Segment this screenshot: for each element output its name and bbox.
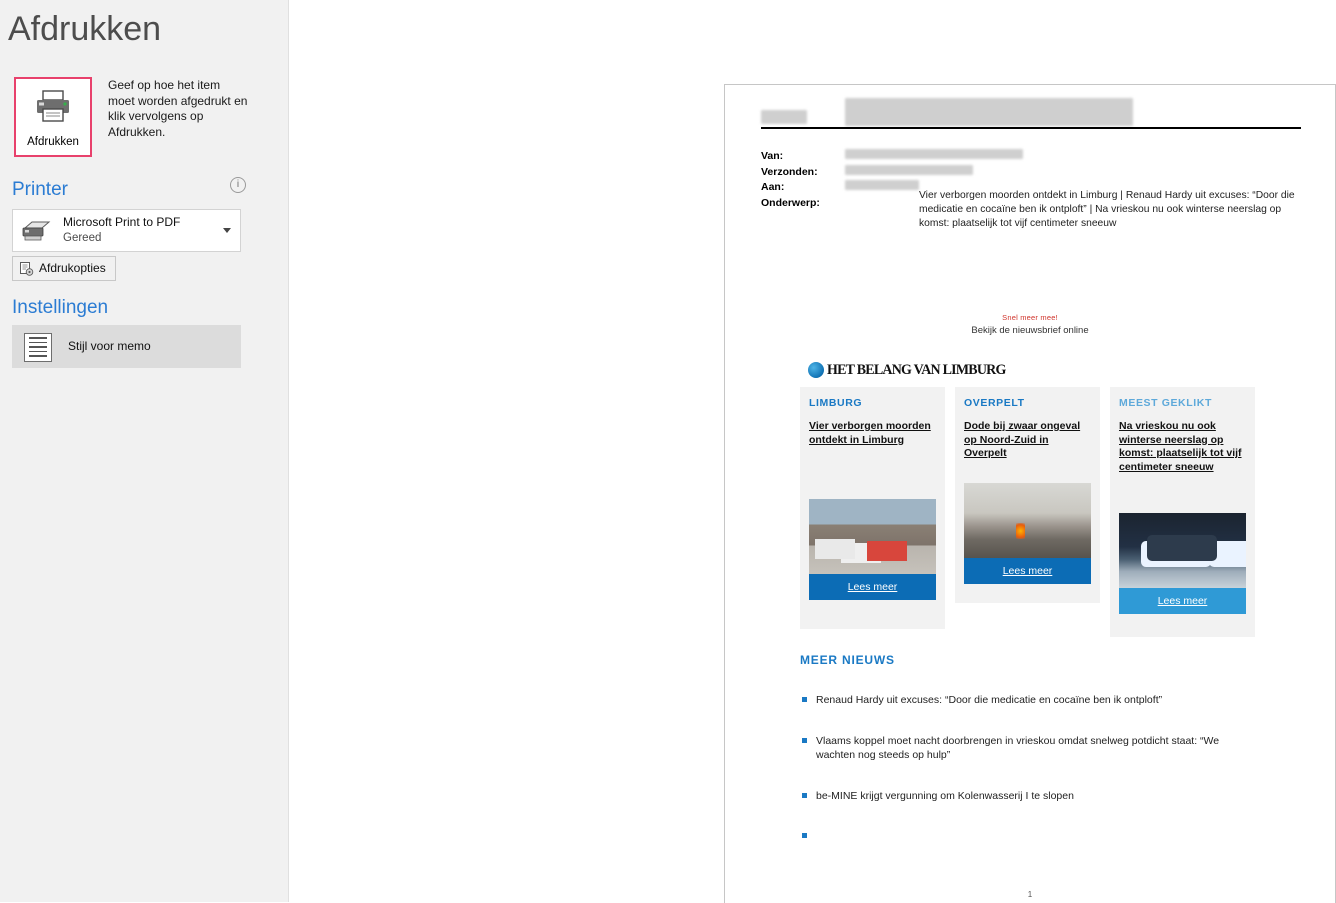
card-headline[interactable]: Dode bij zwaar ongeval op Noord-Zuid in Overpelt [964, 420, 1081, 459]
news-card[interactable] [955, 387, 1100, 603]
field-label-van: Van: [761, 150, 784, 162]
print-button[interactable] [14, 77, 92, 157]
newsletter-masthead [808, 360, 1019, 380]
news-link[interactable]: be-MINE krijgt vergunning om Kolenwasserij I te slopen [816, 789, 1074, 802]
page-number: 1 [1027, 890, 1033, 899]
bullet-icon [802, 697, 807, 702]
bullet-icon [802, 833, 807, 838]
card-read-more-button[interactable]: Lees meer [964, 558, 1091, 584]
news-link[interactable]: Vlaams koppel moet nacht doorbrengen in vrieskou omdat snelweg potdicht staat: “We wachten nog steeds op hulp” [816, 734, 1220, 761]
printer-section-heading: Printer [12, 179, 68, 200]
news-card[interactable] [800, 387, 945, 629]
settings-section-heading: Instellingen [12, 297, 109, 318]
printer-device-icon [21, 219, 51, 243]
document-icon [24, 333, 52, 362]
bullet-icon [802, 793, 807, 798]
card-category: LIMBURG [809, 397, 863, 409]
card-read-more-button[interactable]: Lees meer [1119, 588, 1246, 614]
redacted-sender-name [761, 110, 807, 124]
print-button-label: Afdrukken [27, 136, 79, 148]
printer-status: Gereed [63, 232, 102, 244]
bullet-icon [802, 738, 807, 743]
card-category: OVERPELT [964, 397, 1025, 409]
list-item[interactable] [800, 693, 1255, 708]
view-online-link[interactable]: Bekijk de nieuwsbrief online [971, 325, 1089, 336]
masthead-text: HET BELANG VAN LIMBURG [827, 361, 1006, 378]
printer-select[interactable] [12, 209, 241, 252]
globe-icon [808, 362, 824, 378]
redacted-value [845, 165, 973, 175]
card-thumbnail [1119, 513, 1246, 588]
field-label-verzonden: Verzonden: [761, 165, 818, 178]
info-icon[interactable]: i [230, 177, 246, 193]
memo-style-label: Stijl voor memo [68, 339, 151, 353]
print-backstage-pane [0, 0, 289, 902]
card-thumbnail [809, 499, 936, 574]
card-category: MEEST GEKLIKT [1119, 397, 1212, 409]
news-card[interactable] [1110, 387, 1255, 637]
print-options-icon [18, 261, 34, 277]
memo-style-option[interactable] [12, 325, 241, 368]
news-link[interactable]: Renaud Hardy uit excuses: “Door die medicatie en cocaïne ben ik ontploft” [816, 694, 1163, 706]
more-news-list [800, 693, 1255, 829]
card-headline[interactable]: Vier verborgen moorden ontdekt in Limburg [809, 420, 931, 446]
card-headline[interactable]: Na vrieskou nu ook winterse neerslag op komst: plaatselijk tot vijf centimeter sneeuw [1119, 420, 1242, 473]
field-label-aan: Aan: [761, 181, 785, 193]
printer-icon [34, 89, 72, 123]
page-title: Afdrukken [8, 10, 162, 48]
redacted-header-block [845, 98, 1133, 126]
more-news-heading: MEER NIEUWS [800, 653, 895, 667]
list-item[interactable] [800, 734, 1255, 763]
card-read-more-button[interactable]: Lees meer [809, 574, 936, 600]
newsletter-tagline: Snel meer mee! [1002, 313, 1058, 322]
mail-subject-text: Vier verborgen moorden ontdekt in Limburg | Renaud Hardy uit excuses: “Door die medicatie en cocaïne ben ik ontploft” | Na vrieskou nu ook winterse neerslag op komst: plaatselijk tot vijf centimeter sneeuw [919, 190, 1295, 229]
list-item[interactable] [800, 789, 1255, 804]
card-thumbnail [964, 483, 1091, 558]
header-rule [761, 127, 1301, 129]
print-help-text: Geef op hoe het item moet worden afgedrukt en klik vervolgens op Afdrukken. [108, 78, 248, 139]
print-options-button[interactable] [12, 256, 116, 281]
redacted-value [845, 180, 919, 190]
field-label-onderwerp: Onderwerp: [761, 196, 820, 209]
print-options-label: Afdrukopties [39, 261, 106, 275]
newsletter-cards [800, 387, 1255, 632]
redacted-value [845, 149, 1023, 159]
chevron-down-icon[interactable] [223, 228, 231, 233]
preview-page [724, 84, 1336, 903]
print-preview-area [289, 0, 1336, 902]
printer-name: Microsoft Print to PDF [63, 215, 181, 229]
